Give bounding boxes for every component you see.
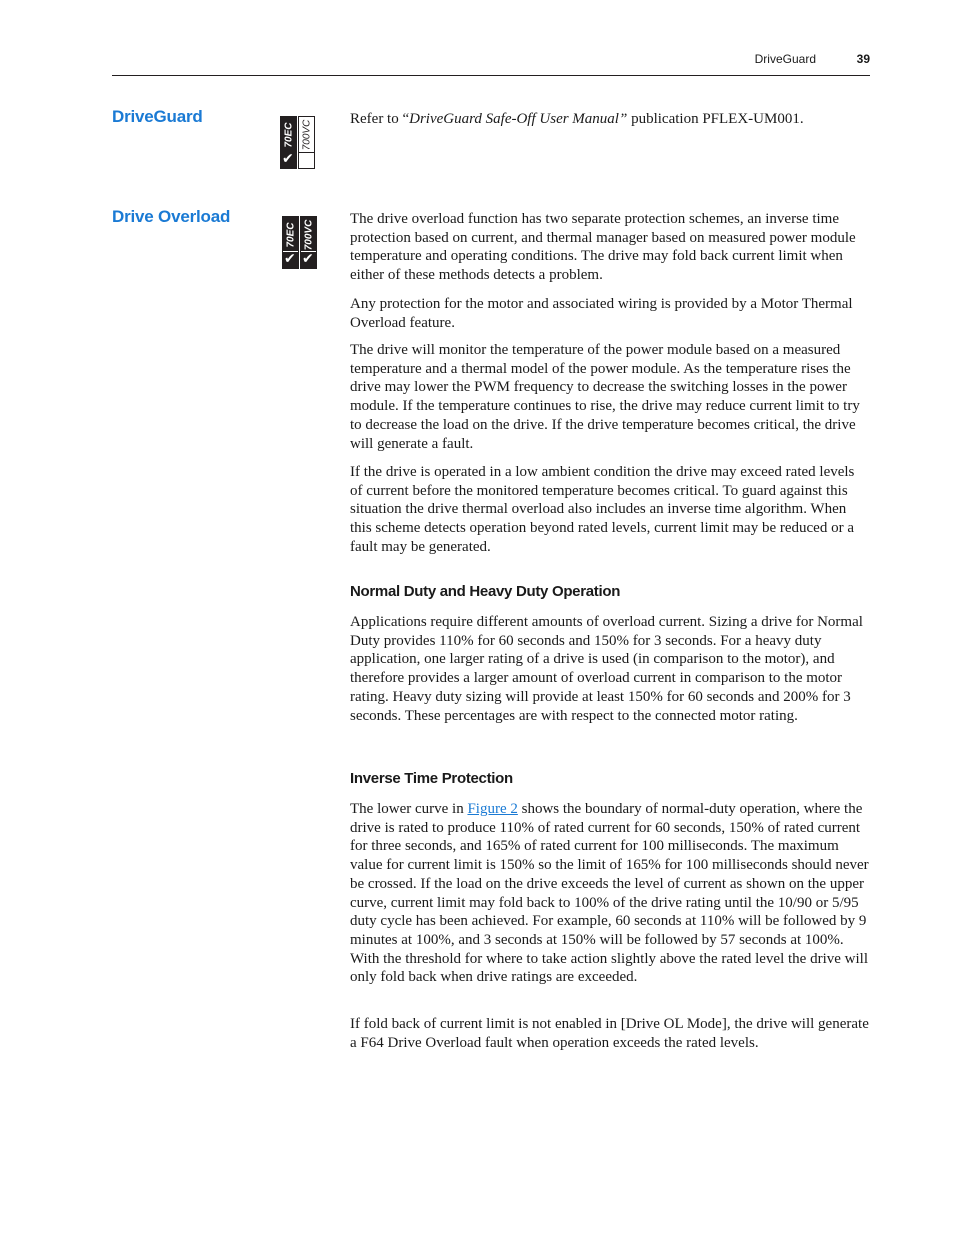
header-section-title: DriveGuard [754, 52, 816, 66]
inverse-time-paragraph-1: The lower curve in Figure 2 shows the boundary of normal-duty operation, where the drive is rated to produce 110% of rated current for 60 seconds, 150% of rated current for three seconds, and 165% of rated current for 100 milliseconds. The maximum value for current limit is 150% so the limit of 165% for 100 milliseconds should never be crossed. If the load on the drive exceeds the level of current as shown on the upper curve, current limit may fold back to 100% of the drive rating until the 10/90 or 5/95 duty cycle has been achieved. For example, 60 seconds at 110% will be followed by 9 minutes at 100%, and 3 seconds at 150% will be followed by 57 seconds at 100%. With the threshold for where to take action slightly above the rated level the drive will only fold back when drive ratings are exceeded. [350, 801, 869, 986]
inverse-time-heading: Inverse Time Protection [350, 770, 513, 787]
badge-700vc [298, 116, 315, 169]
inverse-time-paragraph-2: If fold back of current limit is not enabled in [Drive OL Mode], the drive will generate a F64 Drive Overload fault when operation exceeds the rated levels. [350, 1016, 869, 1051]
checkmark-icon: ✔ [302, 251, 314, 267]
badge-code-700vc: 700VC [301, 119, 312, 151]
drive-overload-paragraph-3: The drive will monitor the temperature of the power module based on a measured temperature and a thermal model of the power module. As the temperature rises the drive may lower the PWM frequency to decrease the switching losses in the power module. If the temperature continues to rise, the drive may reduce current limit to try to decrease the load on the drive. If the drive temperature becomes critical, the drive will generate a fault. [350, 342, 860, 452]
normal-heavy-duty-paragraph: Applications require different amounts of overload current. Sizing a drive for Normal Duty provides 110% for 60 seconds and 150% for 3 seconds. For a heavy duty application, one larger rating of a drive is used (in comparison to the motor), and therefore provides a larger amount of overload current in comparison to the motor rating. Heavy duty sizing will provide at least 150% for 60 seconds and 200% for 3 seconds. These percentages are with respect to the connected motor rating. [350, 614, 863, 724]
badge-70ec [282, 216, 299, 269]
drive-overload-paragraph-4: If the drive is operated in a low ambient condition the drive may exceed rated levels of current before the monitored temperature becomes critical. To guard against this situation the drive thermal overload also includes an inverse time algorithm. When this scheme detects operation beyond rated levels, current limit may be reduced or a fault may be generated. [350, 464, 855, 555]
figure-2-link[interactable]: Figure 2 [467, 801, 518, 817]
normal-heavy-duty-heading: Normal Duty and Heavy Duty Operation [350, 583, 621, 600]
header-rule [112, 75, 870, 76]
drive-overload-heading: Drive Overload [112, 207, 231, 226]
badge-70ec [280, 116, 297, 169]
drive-overload-paragraph-2: Any protection for the motor and associated wiring is provided by a Motor Thermal Overload feature. [350, 296, 853, 331]
running-header [112, 52, 870, 76]
badge-700vc [300, 216, 317, 269]
checkmark-icon: ✔ [282, 151, 294, 167]
badge-code-700vc: 700VC [303, 219, 314, 251]
page-number: 39 [856, 52, 870, 66]
drive-overload-paragraph-1: The drive overload function has two separate protection schemes, an inverse time protection based on current, and thermal manager based on measured power module temperature and operating conditions. The drive may fold back current limit when either of these methods detects a problem. [350, 211, 856, 284]
manual-title: DriveGuard Safe-Off User Manual” [409, 111, 628, 127]
driveguard-paragraph: Refer to “DriveGuard Safe-Off User Manual” publication PFLEX-UM001. [350, 111, 804, 127]
driveguard-heading: DriveGuard [112, 107, 203, 126]
badge-code-70ec: 70EC [283, 122, 294, 148]
badge-code-70ec: 70EC [285, 222, 296, 248]
checkmark-icon: ✔ [284, 251, 296, 267]
